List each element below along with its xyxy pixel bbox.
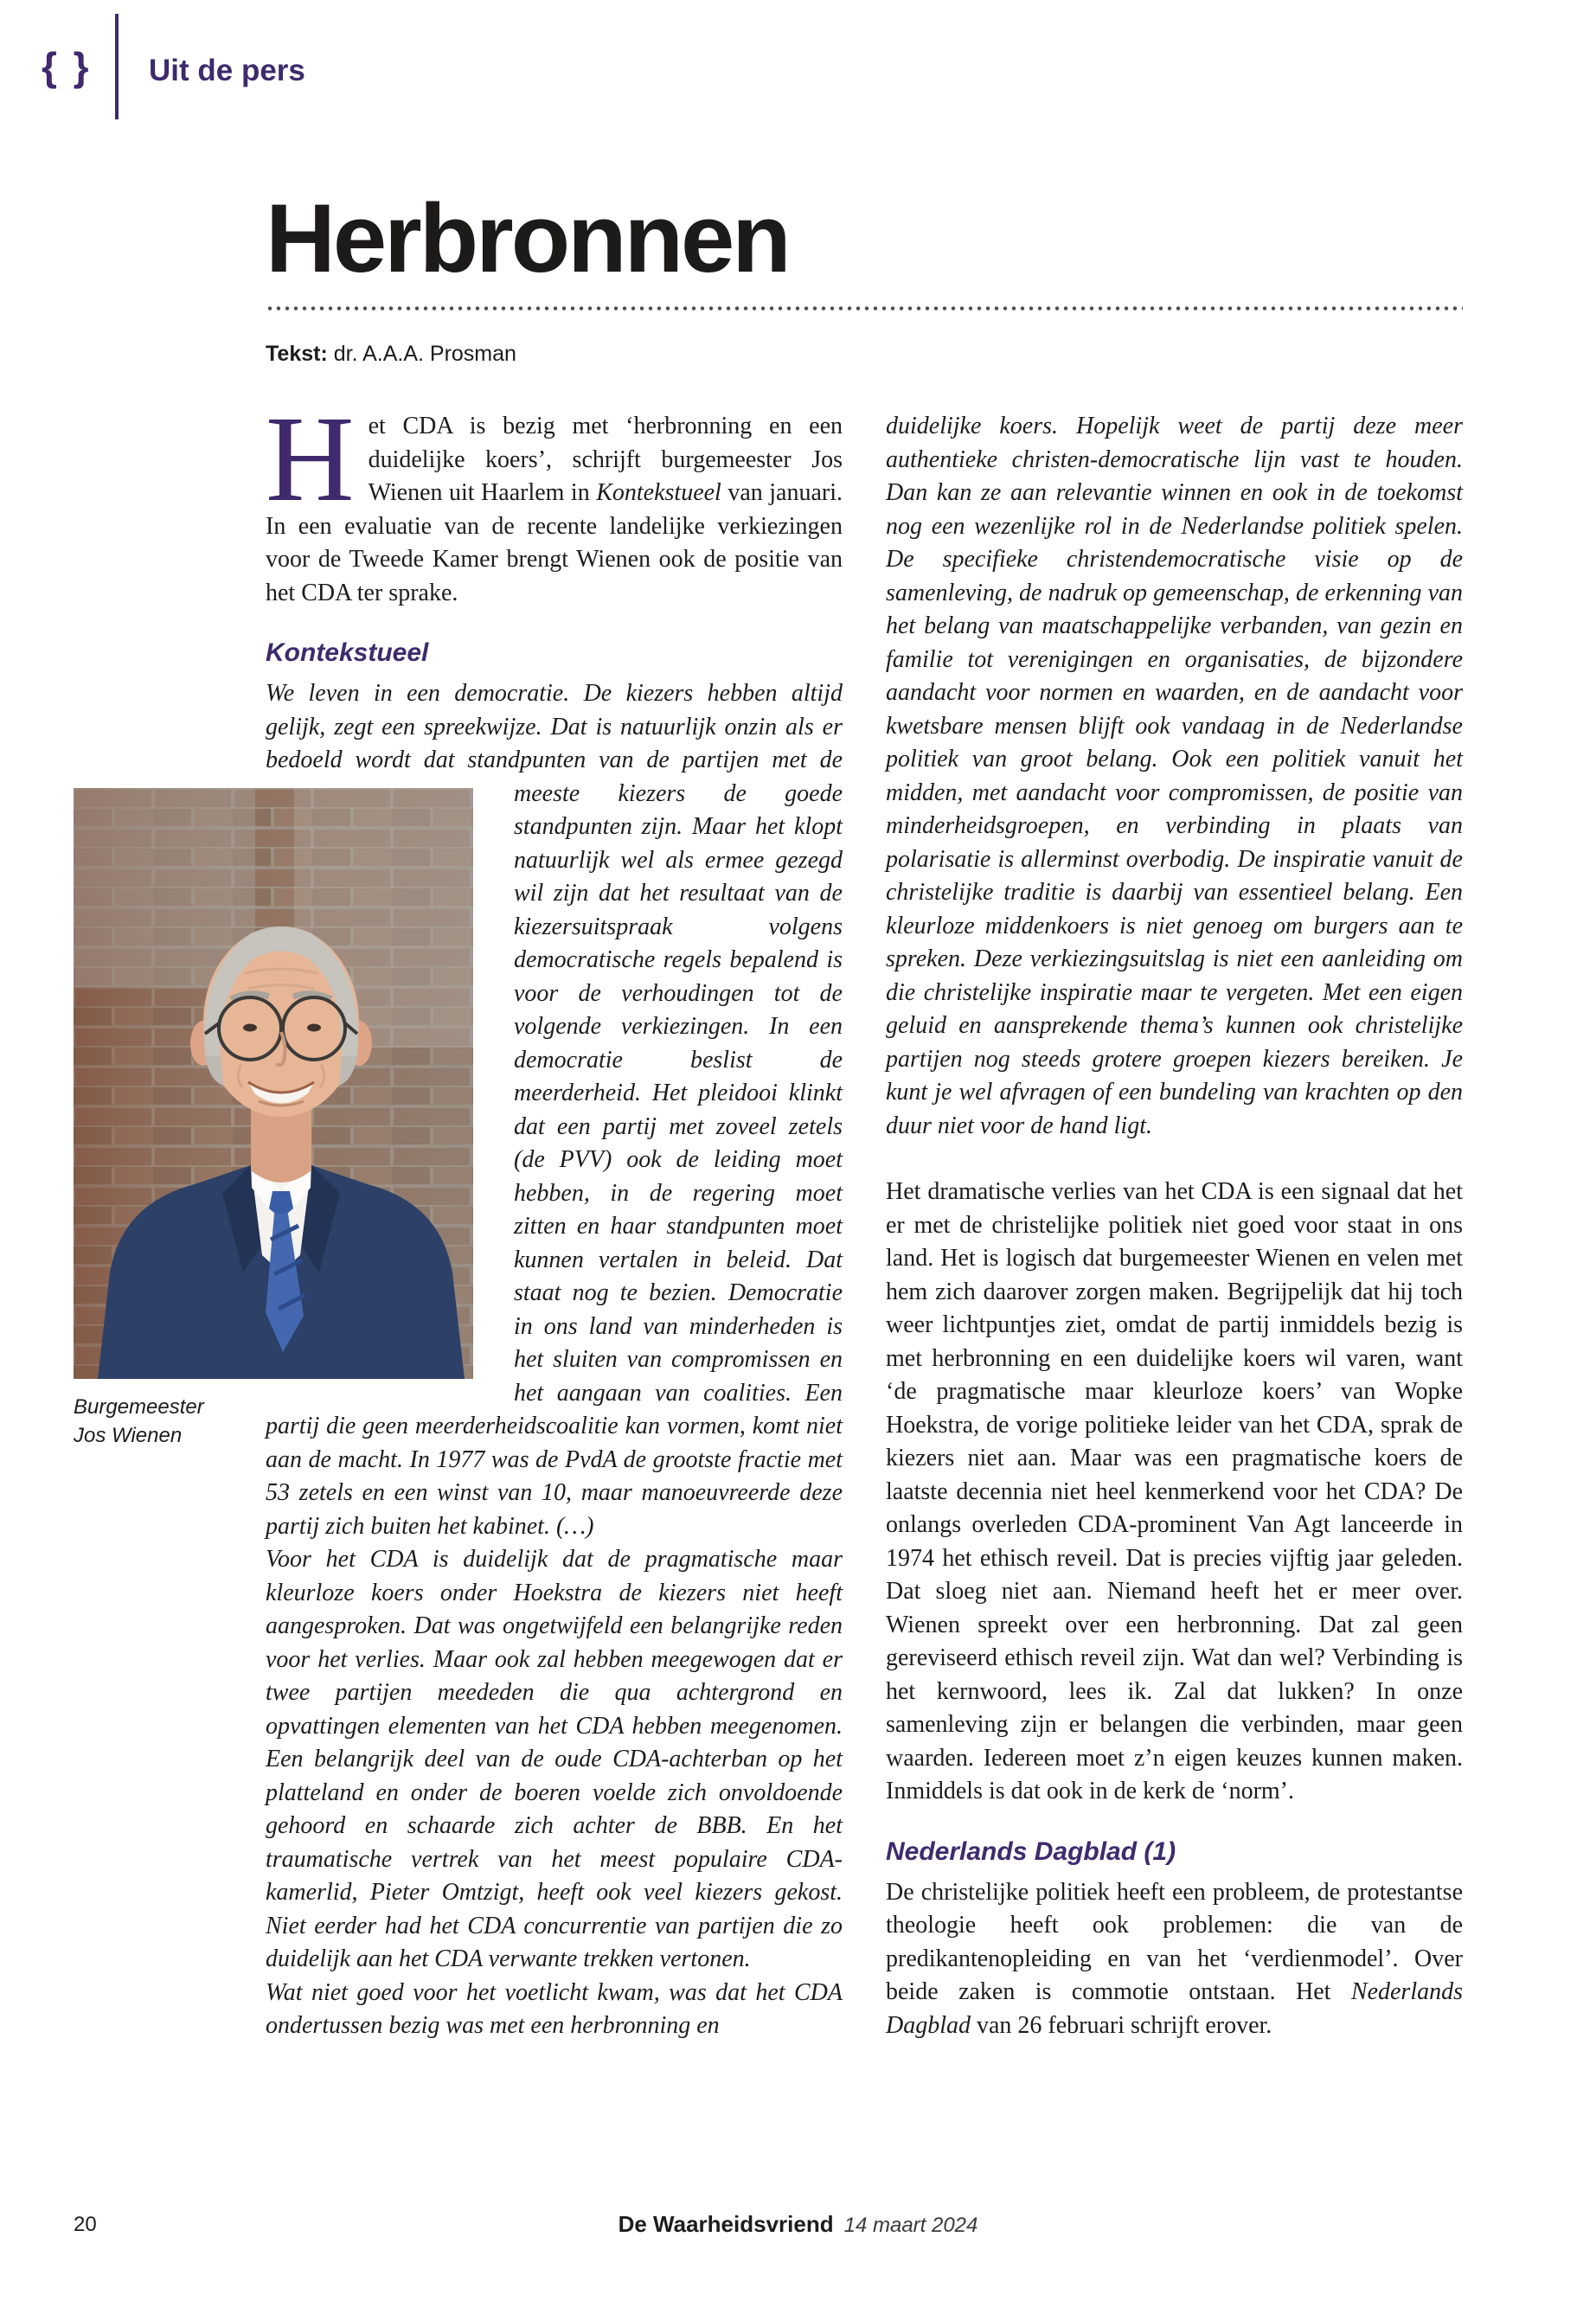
- intro-paragraph: [266, 390, 843, 610]
- brand-brace-icon: { }: [42, 44, 92, 89]
- caption-line-2: Jos Wienen: [74, 1423, 183, 1447]
- masthead-divider: [115, 14, 119, 119]
- closing-paragraph: De christelijke politiek heeft een probleem, de protestantse theologie heeft ook problemen: die van de predikantenopleiding en van het ‘verdienmodel’. Over beide zaken is commotie ontstaan. Het Nederlands Dagblad van 26 februari schrijft erover.: [886, 1878, 1463, 2039]
- article-columns: [74, 390, 1463, 2043]
- comment-paragraph: Het dramatische verlies van het CDA is een signaal dat het er met de christelijke politiek niet goed voor staat in ons land. Het is logisch dat burgemeester Wienen en velen met hem zich daarover zorgen maken. Begrijpelijk dat hij toch weer lichtpuntjes ziet, omdat de partij inmiddels bezig is met herbronning en een duidelijke koers wil varen, want ‘de pragmatische maar kleurloze koers’ van Wopke Hoekstra, de vorige politieke leider van het CDA, sprak de kiezers niet aan. Maar was een pragmatische koers de laatste decennia niet heel kenmerkend voor het CDA? De onlangs overleden CDA-prominent Van Agt lanceerde in 1974 het ethisch reveil. Dat is precies vijftig jaar geleden. Dat sloeg niet aan. Niemand heeft het er meer over. Wienen spreekt over een herbronning. Dat zal geen gereviseerd ethisch reveil zijn. Wat dan wel? Verbinding is het kernwoord, lees ik. Zal dat lukken? In onze samenleving zijn er belangen die verbinden, maar geen waarden. Iedereen moet z’n eigen keuzes kunnen maken. Inmiddels is dat ook in de kerk de ‘norm’.: [886, 1178, 1463, 1804]
- article: [74, 184, 1463, 2043]
- drop-cap: H: [266, 390, 355, 527]
- quote-paragraph-4: duidelijke koers. Hopelijk weet de partij deze meer authentieke christen-democratische lijn vast te houden. Dan kan ze aan relevantie winnen en ook in de toekomst nog een wezenlijke rol in de Nederlandse politiek spelen. De specifieke christendemocratische visie op de samenleving, de nadruk op gemeenschap, de erkenning van het belang van maatschappelijke verbanden, van gezin en familie tot verenigingen en organisaties, de bijzondere aandacht voor normen en waarden, en de aandacht voor kwetsbare mensen blijft ook vandaag in de Nederlandse politiek van groot belang. Ook een politiek vanuit het midden, met aandacht voor compromissen, de positie van minderheidsgroepen, en verbinding in plaats van polarisatie is allerminst overbodig. De inspiratie vanuit de christelijke traditie is daarbij van essentieel belang. Een kleurloze middenkoers is niet genoeg om burgers aan te spreken. Deze verkiezingsuitslag is niet een aanleiding om die christelijke inspiratie maar te vergeten. Met een eigen geluid en aansprekende thema’s kunnen ook christelijke partijen nog steeds grotere groepen kiezers bereiken. Je kunt je wel afvragen of een bundeling van krachten op den duur niet voor de hand ligt.: [886, 413, 1463, 1139]
- intro-text: et CDA is bezig met ‘herbronning en een duidelijke koers’, schrijft burgemeester Jos Wienen uit Haarlem in Kontekstueel van januari. In een evaluatie van de recente landelijke verkiezingen voor de Tweede Kamer brengt Wienen ook de positie van het CDA ter sprake.: [266, 413, 843, 606]
- byline: [266, 342, 1463, 367]
- column-left: [74, 390, 843, 2043]
- subhead-nederlands-dagblad: Nederlands Dagblad (1): [886, 1836, 1176, 1866]
- quote-paragraph-1: [74, 677, 843, 1543]
- publication-name: De Waarheidsvriend: [618, 2211, 834, 2237]
- quote-paragraph-3: Wat niet goed voor het voetlicht kwam, was dat het CDA ondertussen bezig was met een herbronning en: [266, 1978, 843, 2039]
- section-label: Uit de pers: [149, 54, 305, 87]
- photo-caption: [74, 1393, 255, 1450]
- article-title: Herbronnen: [266, 184, 789, 292]
- portrait-figure: [74, 788, 473, 1447]
- dotted-rule: [266, 306, 1463, 311]
- quote-1-lead: We leven in een democratie. De kiezers hebben altijd gelijk, zegt een spreekwijze. Dat is natuurlijk onzin als er bedoeld wordt dat standpunten van de partijen: [266, 680, 843, 773]
- column-right: [886, 410, 1463, 2043]
- subhead-kontekstueel: Kontekstueel: [266, 638, 429, 667]
- portrait-illustration: [74, 788, 473, 1379]
- quote-1-rest: met de meeste kiezers de goede standpunten zijn. Maar het klopt natuurlijk wel als ermee gezegd wil zijn dat het resultaat van de kiezersuitspraak volgens democratische regels bepalend is voor de verhoudingen tot de volgende verkiezingen. In een democratie beslist de meerderheid. Het pleidooi klinkt dat een partij met zoveel zetels (de PVV) ook de leiding moet hebben, in de regering moet zitten en haar standpunten moet kunnen vertalen in beleid. Dat staat nog te bezien. Democratie in ons land van minderheden is het sluiten van compromissen en het aangaan van coalities. Een partij die geen meerderheidscoalitie kan vormen, komt niet aan de macht. In 1977 was de PvdA de grootste fractie met 53 zetels en een winst van 10, maar manoeuvreerde deze partij zich buiten het kabinet. (…): [266, 747, 843, 1540]
- page-number: 20: [74, 2213, 97, 2236]
- portrait-photo: [74, 788, 473, 1379]
- byline-author: dr. A.A.A. Prosman: [333, 342, 516, 366]
- caption-line-1: Burgemeester: [74, 1394, 204, 1419]
- quote-paragraph-2: Voor het CDA is duidelijk dat de pragmatische maar kleurloze koers onder Hoekstra de kiezers niet heeft aangesproken. Dat was ongetwijfeld een belangrijke reden voor het verlies. Maar ook zal hebben meegewogen dat er twee partijen meededen die qua achtergrond en opvattingen elementen van het CDA hebben meegenomen. Een belangrijk deel van de oude CDA-achterban op het platteland en onder de boeren voelde zich onvoldoende gehoord en schaarde zich achter de BBB. En het traumatische vertrek van het meest populaire CDA-kamerlid, Pieter Omtzigt, heeft ook veel kiezers gekost. Niet eerder had het CDA concurrentie van partijen die zo duidelijk aan het CDA verwante trekken vertonen.: [266, 1546, 843, 1972]
- byline-label: Tekst:: [266, 342, 328, 366]
- issue-date: 14 maart 2024: [843, 2214, 978, 2237]
- page-footer: [0, 2211, 1596, 2238]
